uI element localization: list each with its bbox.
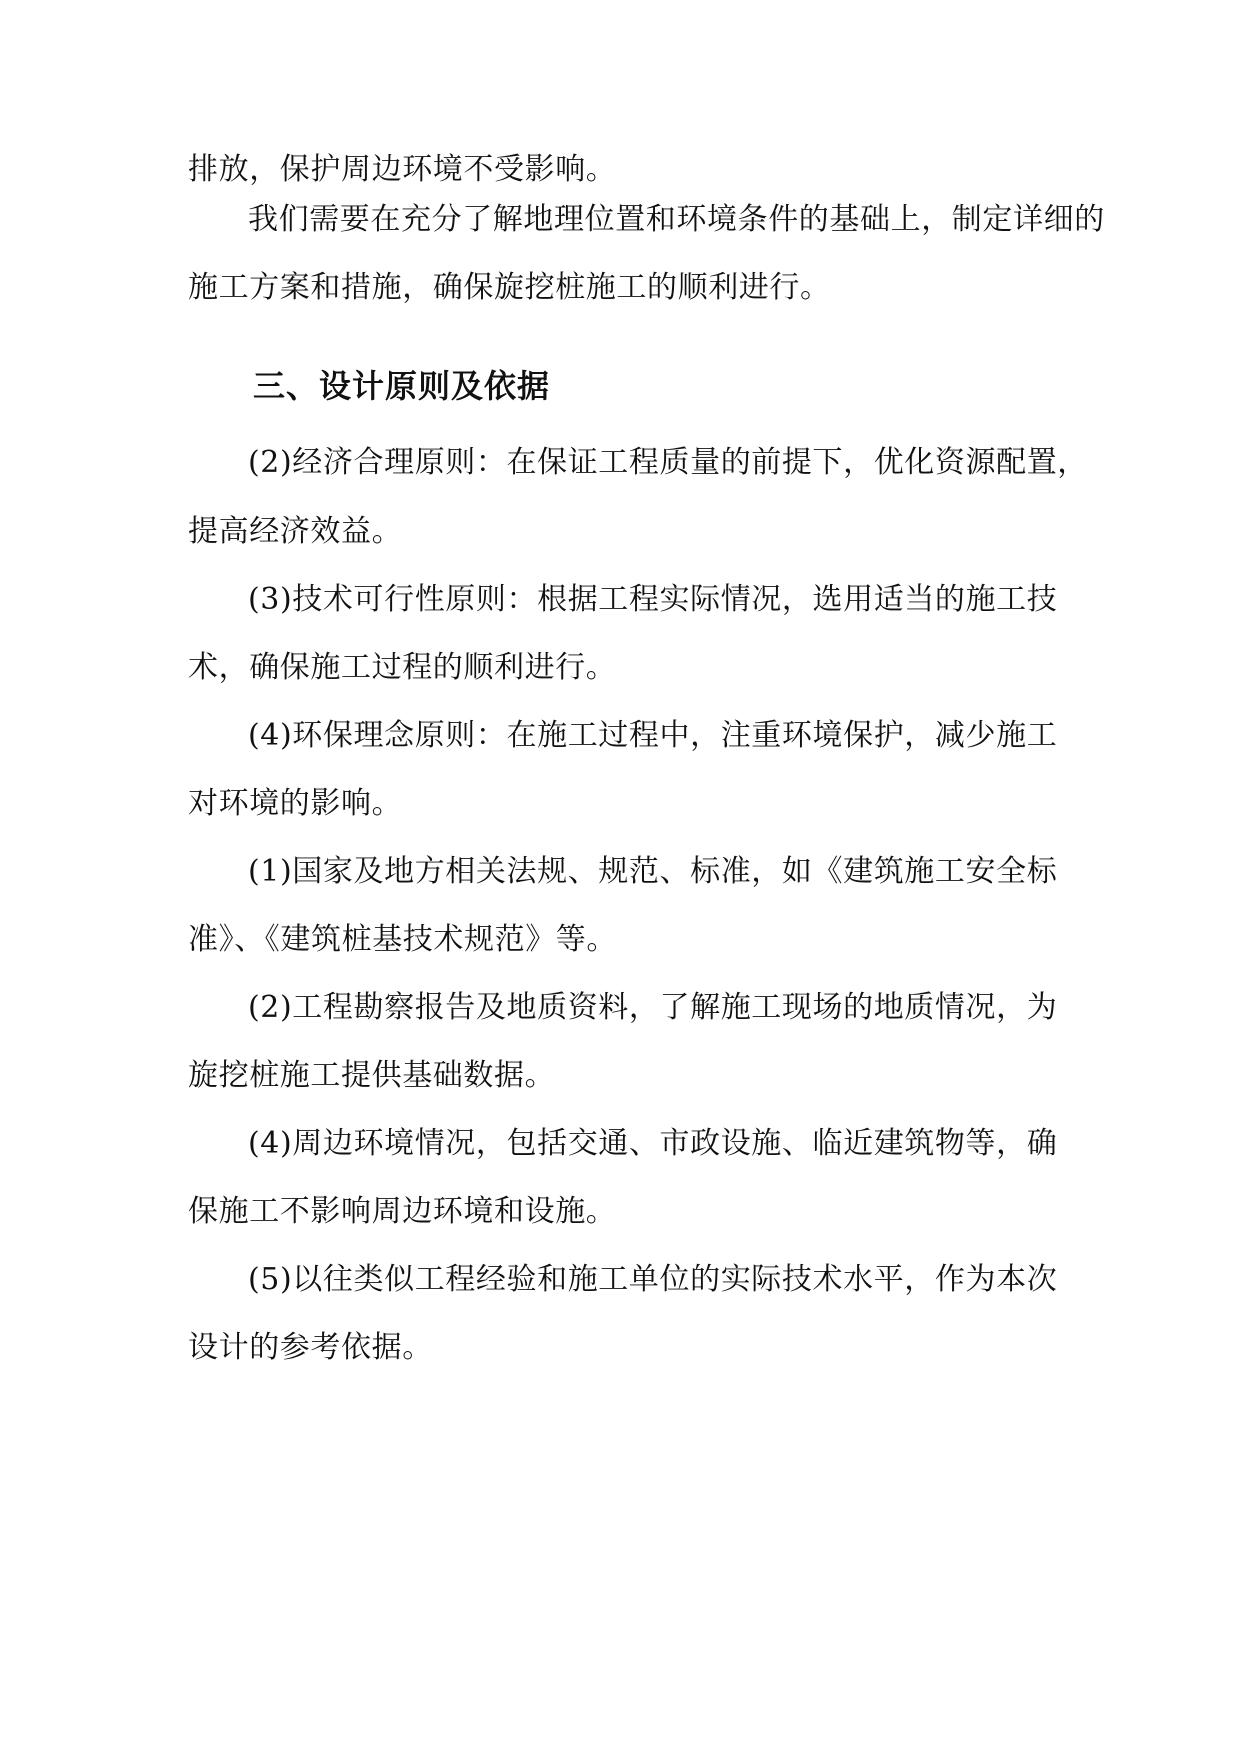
paragraph-line: 保施工不影响周边环境和设施。: [188, 1194, 617, 1229]
paragraph-line: 施工方案和措施，确保旋挖桩施工的顺利进行。: [188, 270, 831, 305]
paragraph-line: 准》、《建筑桩基技术规范》等。: [188, 922, 617, 957]
paragraph-line: (3)技术可行性原则：根据工程实际情况，选用适当的施工技: [248, 582, 1058, 617]
paragraph-line: (1)国家及地方相关法规、规范、标准，如《建筑施工安全标: [248, 854, 1058, 889]
paragraph-line: (2)工程勘察报告及地质资料，了解施工现场的地质情况，为: [248, 990, 1058, 1025]
paragraph-line: (4)周边环境情况，包括交通、市政设施、临近建筑物等，确: [248, 1126, 1058, 1161]
paragraph-line: 提高经济效益。: [188, 514, 403, 549]
paragraph-line: 我们需要在充分了解地理位置和环境条件的基础上，制定详细的: [248, 202, 1105, 237]
paragraph-line: (5)以往类似工程经验和施工单位的实际技术水平，作为本次: [248, 1262, 1058, 1297]
paragraph-line: 对环境的影响。: [188, 786, 403, 821]
paragraph-line: (2)经济合理原则：在保证工程质量的前提下，优化资源配置，: [248, 445, 1088, 480]
paragraph-line: 设计的参考依据。: [188, 1330, 433, 1365]
paragraph-line: 旋挖桩施工提供基础数据。: [188, 1058, 556, 1093]
paragraph-line: (4)环保理念原则：在施工过程中，注重环境保护，减少施工: [248, 718, 1058, 753]
section-heading: 三、设计原则及依据: [253, 367, 551, 405]
paragraph-line: 术，确保施工过程的顺利进行。: [188, 650, 617, 685]
paragraph-line: 排放，保护周边环境不受影响。: [188, 152, 617, 187]
